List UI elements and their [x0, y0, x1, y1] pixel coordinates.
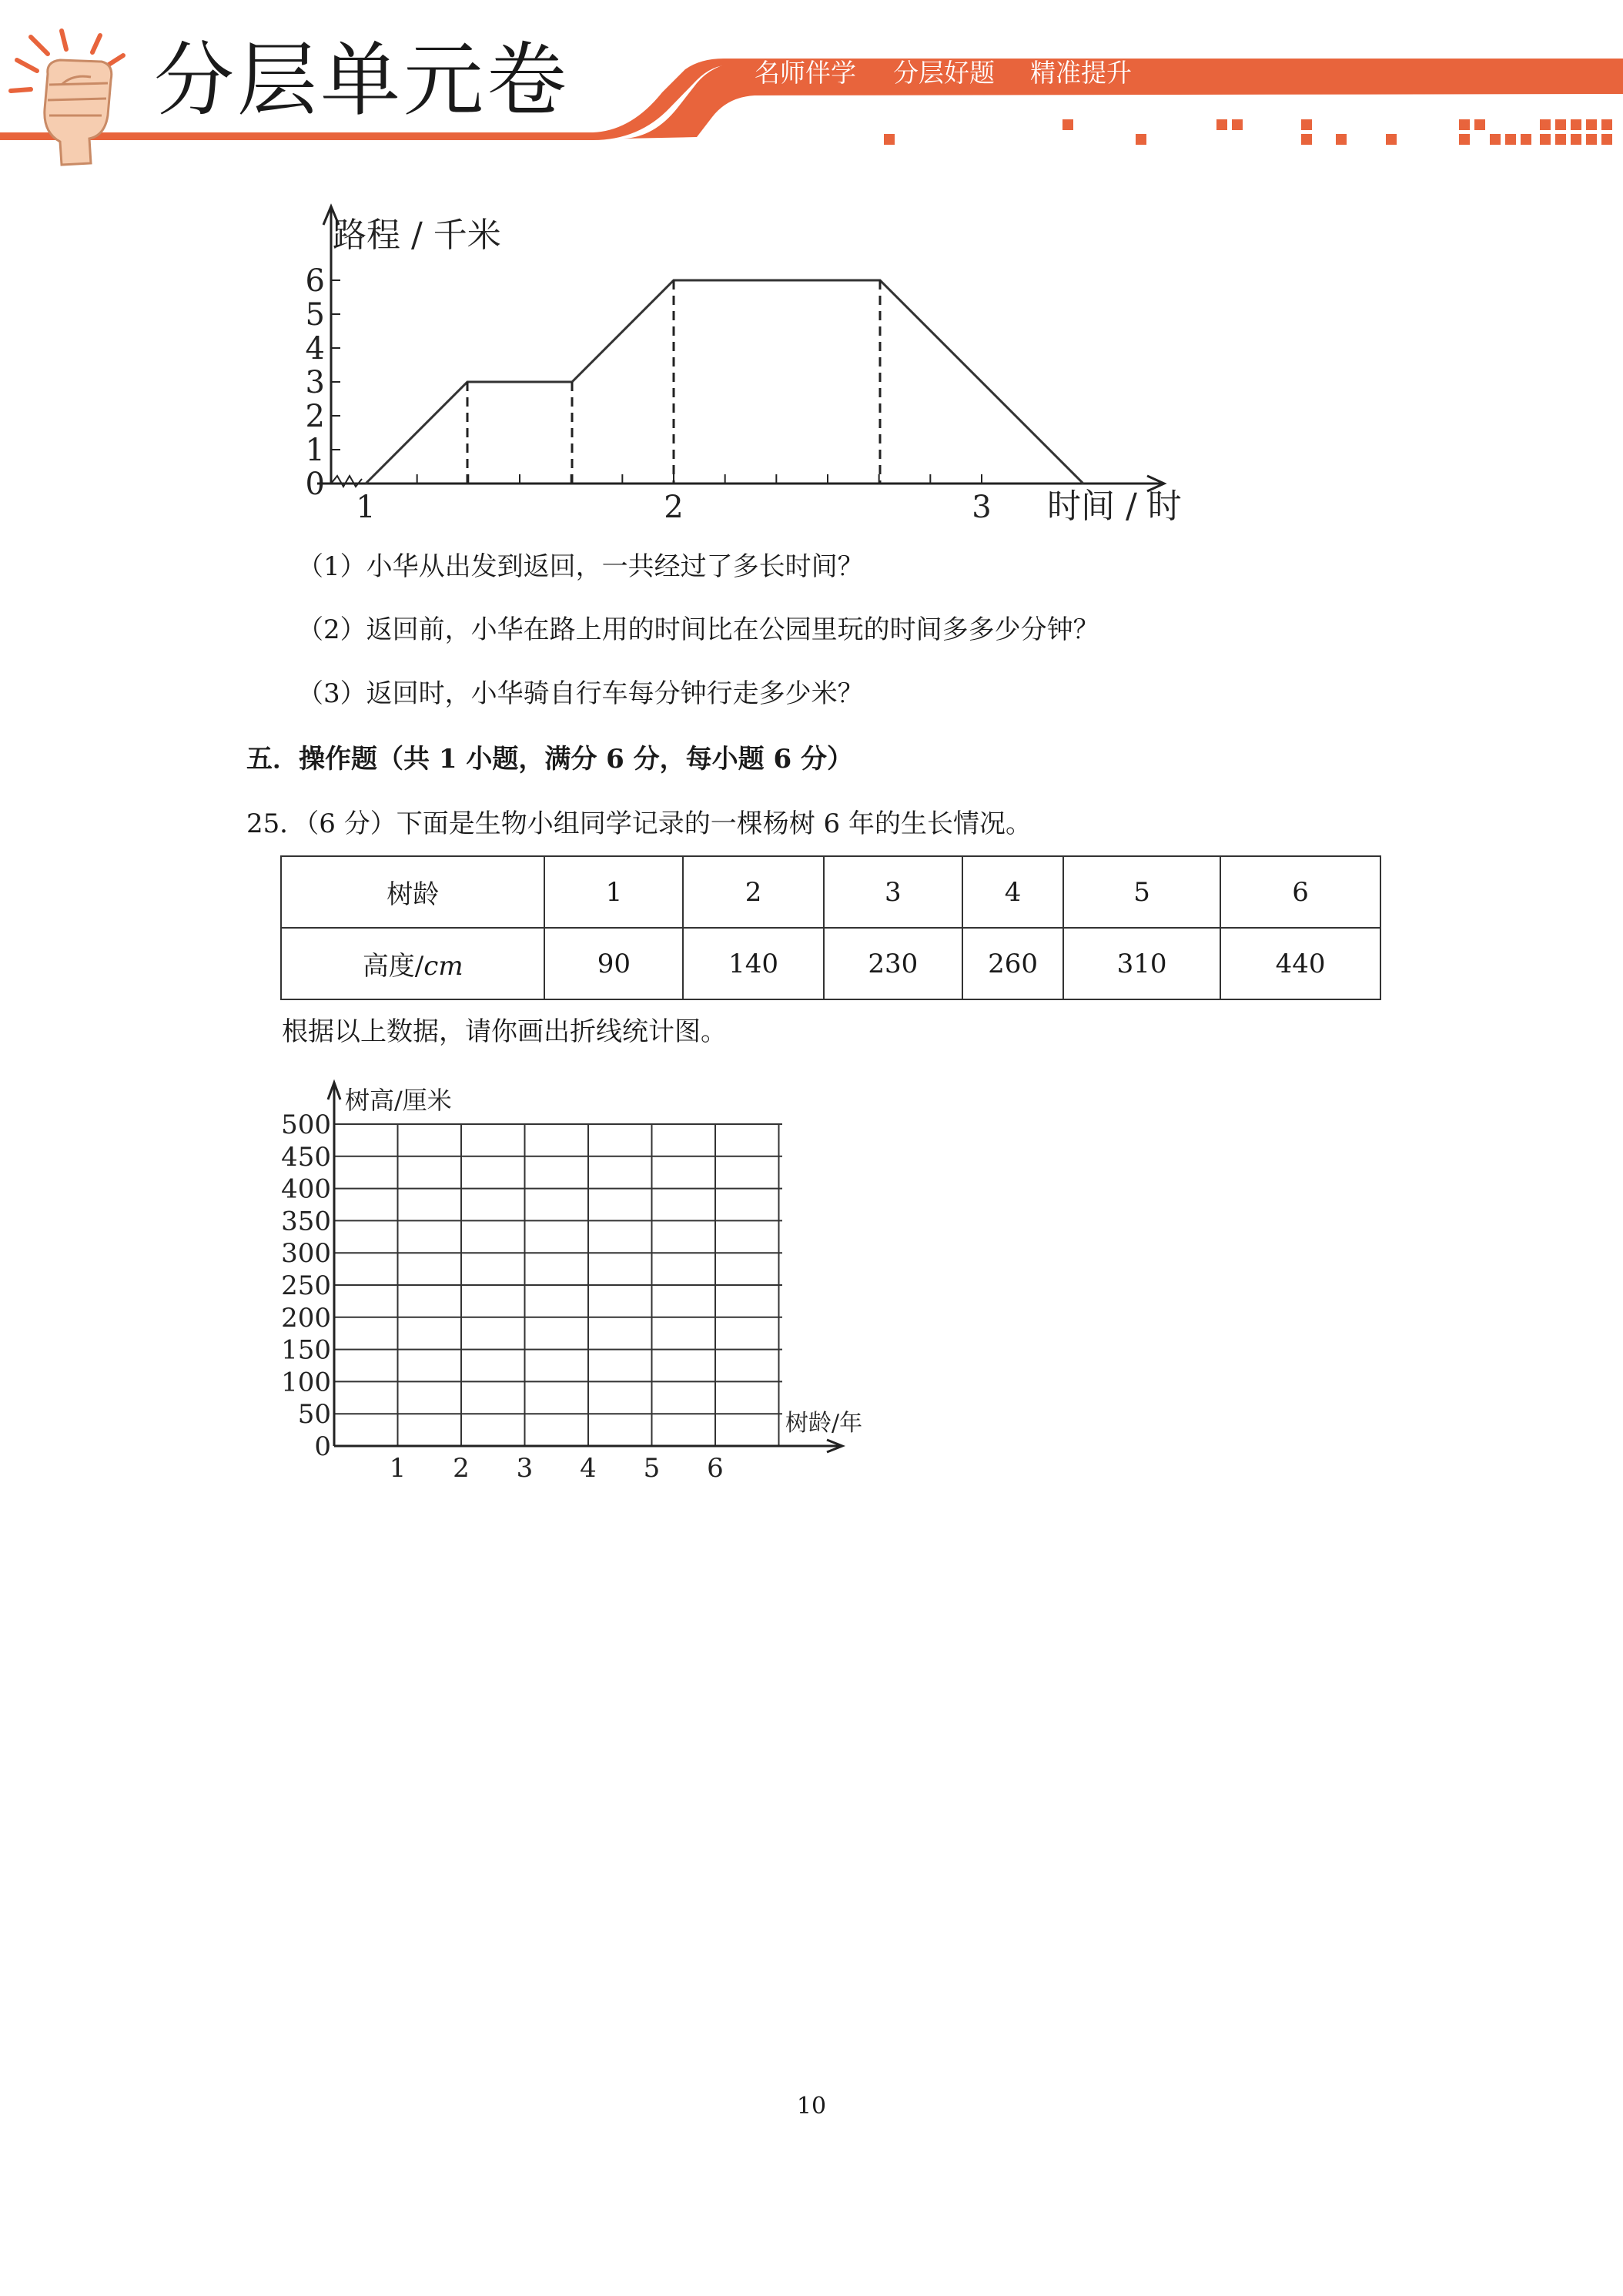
y-tick-label: 150	[281, 1334, 331, 1366]
slogan-2: 分层好题	[893, 58, 995, 88]
y-tick-label: 400	[281, 1173, 331, 1205]
x-tick-label: 2	[664, 490, 684, 525]
age-cell: 6	[1220, 856, 1380, 928]
y-tick-label: 500	[281, 1110, 331, 1140]
height-cell: 310	[1063, 928, 1220, 999]
y-tick-label: 0	[305, 467, 325, 502]
y-tick-label: 5	[305, 297, 325, 333]
age-cell: 4	[962, 856, 1063, 928]
x-tick-label: 6	[707, 1453, 724, 1484]
axis-break	[331, 476, 362, 487]
slogan-3: 精准提升	[1030, 58, 1132, 88]
y-tick-label: 0	[314, 1431, 331, 1462]
slogan-1: 名师伴学	[755, 58, 856, 88]
question-2: （2）返回前，小华在路上用的时间比在公园里玩的时间多多少分钟？	[297, 614, 1099, 645]
age-cell: 1	[544, 856, 683, 928]
y-tick-label: 1	[305, 433, 325, 468]
height-unit: cm	[423, 951, 463, 982]
height-cell: 440	[1220, 928, 1380, 999]
y-tick-label: 50	[297, 1399, 331, 1431]
growth-table	[280, 855, 1381, 1000]
instruction: 根据以上数据，请你画出折线统计图。	[282, 1016, 727, 1047]
tree-height-grid-chart	[231, 1070, 924, 1486]
y-tick-label: 3	[305, 365, 325, 400]
x-axis-label: 树龄/年	[785, 1410, 863, 1437]
y-axis-label: 树高/厘米	[345, 1086, 452, 1115]
distance-series-line	[366, 280, 1083, 484]
x-axis-label: 时间 / 时	[1047, 487, 1182, 526]
table-row	[281, 928, 1380, 999]
y-tick-label: 350	[281, 1206, 331, 1237]
x-tick-label: 4	[580, 1453, 597, 1484]
y-tick-label: 250	[281, 1270, 331, 1301]
age-cell: 2	[683, 856, 823, 928]
x-tick-label: 5	[643, 1453, 661, 1484]
y-tick-label: 2	[305, 399, 325, 434]
height-cell: 230	[824, 928, 962, 999]
height-cell: 140	[683, 928, 823, 999]
table-header-cell	[281, 928, 544, 999]
x-tick-label: 2	[453, 1453, 470, 1484]
decorative-squares	[884, 119, 1612, 145]
y-tick-label: 200	[281, 1302, 331, 1334]
x-tick-label: 3	[516, 1453, 534, 1484]
age-cell: 5	[1063, 856, 1220, 928]
height-cell: 260	[962, 928, 1063, 999]
x-tick-label: 1	[389, 1453, 407, 1484]
page-number: 10	[796, 2093, 827, 2120]
distance-time-chart	[0, 192, 1232, 531]
y-tick-label: 100	[281, 1367, 331, 1398]
problem-25-stem: 25．（6 分）下面是生物小组同学记录的一棵杨树 6 年的生长情况。	[246, 808, 1032, 839]
y-tick-label: 6	[305, 263, 325, 299]
question-3: （3）返回时，小华骑自行车每分钟行走多少米？	[297, 678, 864, 709]
question-1: （1）小华从出发到返回，一共经过了多长时间？	[297, 551, 864, 582]
table-header-cell: 树龄	[281, 856, 544, 928]
section-5-heading: 五．操作题（共 1 小题，满分 6 分，每小题 6 分）	[246, 744, 853, 775]
y-tick-label: 450	[281, 1141, 331, 1173]
y-tick-label: 4	[305, 331, 325, 366]
y-axis-label: 路程 / 千米	[333, 216, 501, 255]
y-tick-label: 300	[281, 1238, 331, 1270]
height-cell: 90	[544, 928, 683, 999]
brand-title: 分层单元卷	[154, 33, 571, 127]
table-row	[281, 856, 1380, 928]
age-cell: 3	[824, 856, 962, 928]
x-tick-label: 3	[972, 490, 992, 525]
x-tick-label: 1	[356, 490, 376, 525]
height-label: 高度/	[362, 951, 424, 982]
fist-icon	[11, 31, 123, 165]
